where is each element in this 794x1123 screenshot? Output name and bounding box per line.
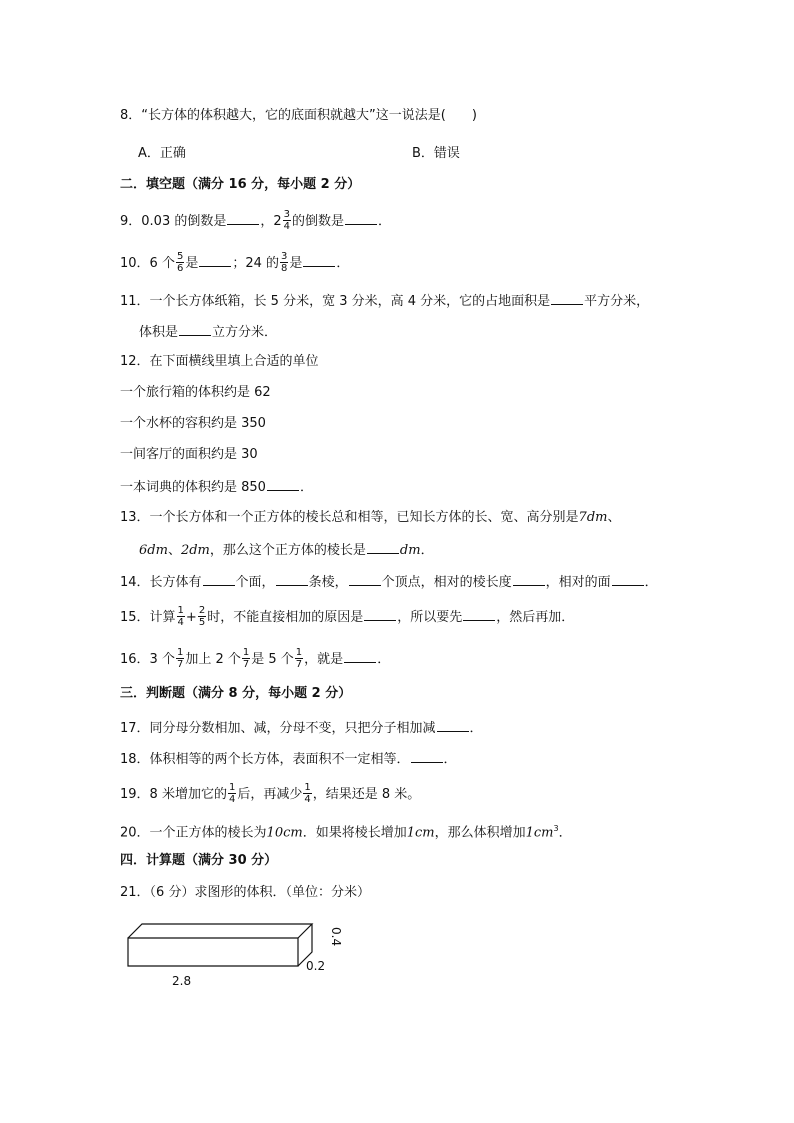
answer-blank[interactable] xyxy=(349,572,381,586)
answer-blank[interactable] xyxy=(303,253,335,267)
question-10: 10．6 个 $\frac{5}{6}$ 是 ；24 的 $\frac{3}{8}$ 是 ． xyxy=(120,251,350,274)
question-17: 17．同分母分数相加、减，分母不变，只把分子相加减 ． xyxy=(120,718,483,738)
length-label: 2.8 xyxy=(172,974,192,988)
question-8-option-a: A．正确 xyxy=(138,146,186,161)
answer-blank[interactable] xyxy=(179,322,211,336)
section-2-title: 二．填空题（满分 16 分，每小题 2 分） xyxy=(120,177,361,192)
question-13-line-1: 13．一个长方体和一个正方体的棱长总和相等，已知长方体的长、宽、高分别是7dm、 xyxy=(120,510,621,525)
width-label: 0.2 xyxy=(306,959,326,973)
question-12-item-3: 一间客厅的面积约是 30 xyxy=(120,447,258,462)
question-19: 19．8 米增加它的 $\frac{1}{4}$ 后，再减少 $\frac{1}{4}$ ，结果还是 8 米。 xyxy=(120,782,421,805)
answer-blank[interactable] xyxy=(344,649,376,663)
question-11-line-2: 体积是 立方分米． xyxy=(139,322,277,342)
section-4-title: 四．计算题（满分 30 分） xyxy=(120,853,278,868)
question-20: 20．一个正方体的棱长为10cm．如果将棱长增加1cm，那么体积增加$1cm^3$． xyxy=(120,824,572,841)
answer-blank[interactable] xyxy=(199,253,231,267)
question-14: 14．长方体有 个面， 条棱， 个顶点，相对的棱长度 ，相对的面 ． xyxy=(120,572,658,592)
question-8-option-b: B．错误 xyxy=(412,146,460,161)
question-15: 15．计算 $\frac{1}{4}$ + $\frac{2}{5}$ 时，不能直接相加的原因是 ，所以要先 ，然后再加． xyxy=(120,605,575,628)
question-9: 9．0.03 的倒数是 ，2 $\frac{3}{4}$ 的倒数是 ． xyxy=(120,209,392,232)
answer-blank[interactable] xyxy=(276,572,308,586)
fraction: $\frac{3}{4}$ xyxy=(283,209,291,232)
fraction: $\frac{2}{5}$ xyxy=(198,605,206,628)
answer-blank[interactable] xyxy=(345,211,377,225)
answer-blank[interactable] xyxy=(437,718,469,732)
answer-blank[interactable] xyxy=(513,572,545,586)
question-21: 21．（6 分）求图形的体积．（单位：分米） xyxy=(120,885,370,900)
answer-blank[interactable] xyxy=(364,607,396,621)
question-8 xyxy=(120,107,477,125)
answer-blank[interactable] xyxy=(551,291,583,305)
cuboid-figure xyxy=(120,910,360,1000)
question-8-text: 8．“长方体的体积越大，它的底面积就越大”这一说法是( ) xyxy=(120,108,477,123)
fraction: $\frac{1}{4}$ xyxy=(228,782,236,805)
fraction: $\frac{3}{8}$ xyxy=(281,251,288,274)
question-13-line-2: 6dm、2dm，那么这个正方体的棱长是 dm． xyxy=(139,540,434,560)
section-3-title: 三．判断题（满分 8 分，每小题 2 分） xyxy=(120,686,352,701)
answer-blank[interactable] xyxy=(227,211,259,225)
answer-blank[interactable] xyxy=(612,572,644,586)
answer-blank[interactable] xyxy=(267,477,299,491)
question-18: 18．体积相等的两个长方体，表面积不一定相等． ． xyxy=(120,749,457,769)
answer-blank[interactable] xyxy=(203,572,235,586)
fraction: $\frac{5}{6}$ xyxy=(176,251,184,274)
answer-blank[interactable] xyxy=(367,540,399,554)
fraction: $\frac{1}{7}$ xyxy=(295,647,303,670)
fraction: $\frac{1}{4}$ xyxy=(304,782,311,805)
answer-blank[interactable] xyxy=(463,607,495,621)
question-16: 16．3 个 $\frac{1}{7}$ 加上 2 个 $\frac{1}{7}$ 是 5 个 $\frac{1}{7}$ ，就是 ． xyxy=(120,647,391,670)
fraction: $\frac{1}{7}$ xyxy=(176,647,184,670)
fraction: $\frac{1}{4}$ xyxy=(177,605,184,628)
question-12-item-1: 一个旅行箱的体积约是 62 xyxy=(120,385,271,400)
question-11-line-1: 11．一个长方体纸箱，长 5 分米，宽 3 分米，高 4 分米，它的占地面积是 平方分米， xyxy=(120,291,649,311)
question-12-item-4: 一本词典的体积约是 850 ． xyxy=(120,477,313,497)
question-12-title: 12．在下面横线里填上合适的单位 xyxy=(120,354,319,369)
question-12-item-2: 一个水杯的容积约是 350 xyxy=(120,416,266,431)
answer-blank[interactable] xyxy=(411,749,443,763)
fraction: $\frac{1}{7}$ xyxy=(242,647,250,670)
height-label: 0.4 xyxy=(329,927,343,947)
cuboid-edges xyxy=(128,924,312,966)
